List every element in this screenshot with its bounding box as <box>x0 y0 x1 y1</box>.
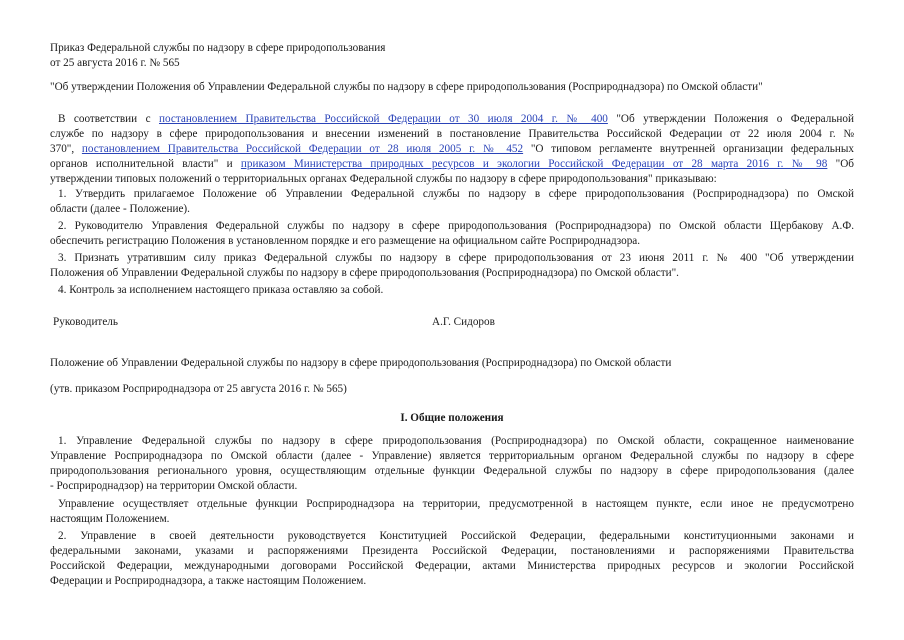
order-date-line: от 25 августа 2016 г. № 565 <box>50 57 180 69</box>
para-1-line-1: 1. Управление Федеральной службы по надзору в сфере природопользования (Росприроднадзора) по Омской области, сокращенное наименование <box>58 435 854 447</box>
link-government-decree-452[interactable]: постановлением Правительства Российской Федерации от 28 июля 2005 г. № 452 <box>81 143 524 155</box>
appendix-approval-note: (утв. приказом Росприроднадзора от 25 августа 2016 г. № 565) <box>50 383 347 395</box>
preamble-text: органов исполнительной власти" и <box>50 158 241 170</box>
para-3-line-3: Российской Федерации, международными договорами Российской Федерации, актами Министерства природных ресурсов и экологии Российской <box>50 560 854 572</box>
para-2-line-1: Управление осуществляет отдельные функции Росприроднадзора на территории, предусмотренной в настоящем пункте, если иное не предусмотрено <box>58 498 854 510</box>
preamble-line-4 <box>50 157 854 172</box>
preamble-line-2: службе по надзору в сфере природопользования и внесении изменений в постановление Правительства Российской Федерации от 22 июля 2004 г. № <box>50 128 854 140</box>
para-3-line-1: 2. Управление в своей деятельности руководствуется Конституцией Российской Федерации, федеральными конституционными законами и <box>58 530 854 542</box>
item-2-line-2: обеспечить регистрацию Положения в установленном порядке и его размещение на официальном сайте Росприроднадзора. <box>50 235 641 247</box>
link-government-decree-400[interactable]: постановлением Правительства Российской Федерации от 30 июля 2004 г. № 400 <box>159 113 608 125</box>
preamble-line-3 <box>50 142 854 157</box>
appendix-title: Положение об Управлении Федеральной службы по надзору в сфере природопользования (Росприроднадзора) по Омской области <box>50 357 672 369</box>
preamble-text: "Об <box>827 158 854 170</box>
preamble-text: В соответствии с <box>58 113 159 125</box>
signature-name: А.Г. Сидоров <box>432 316 495 328</box>
preamble-text: 370", <box>50 143 82 155</box>
preamble-text: "Об утверждении Положения о Федеральной <box>607 113 854 125</box>
para-2-line-2: настоящим Положением. <box>50 513 170 525</box>
para-1-line-2: Управление Росприроднадзора по Омской области (далее - Управление) является территориальным органом Федеральной службы по надзору в сфере <box>50 450 854 462</box>
order-issuer-line: Приказ Федеральной службы по надзору в сфере природопользования <box>50 42 386 54</box>
item-3-line-2: Положения об Управлении Федеральной службы по надзору в сфере природопользования (Росприроднадзора) по Омской области". <box>50 267 679 279</box>
item-1-line-2: области (далее - Положение). <box>50 203 190 215</box>
item-4: 4. Контроль за исполнением настоящего приказа оставляю за собой. <box>58 284 384 296</box>
para-3-line-2: федеральными законами, указами и распоряжениями Президента Российской Федерации, постановлениями и распоряжениями Правительства <box>50 545 854 557</box>
signature-role: Руководитель <box>53 316 118 328</box>
link-ministry-order-98[interactable]: приказом Министерства природных ресурсов и экологии Российской Федерации от 28 марта 2016 г. № 98 <box>240 158 828 170</box>
item-3-line-1: 3. Признать утратившим силу приказ Федеральной службы по надзору в сфере природопользования от 23 июня 2011 г. № 400 "Об утверждении <box>58 252 854 264</box>
para-1-line-4: - Росприроднадзор) на территории Омской области. <box>50 480 298 492</box>
para-3-line-4: Федерации и Росприроднадзора, а также настоящим Положением. <box>50 575 367 587</box>
order-title: "Об утверждении Положения об Управлении Федеральной службы по надзору в сфере природопользования (Росприроднадзора) по Омской области" <box>50 81 763 93</box>
preamble-line-1 <box>58 112 854 127</box>
para-1-line-3: природопользования регионального уровня, осуществляющим отдельные функции Федеральной службы по надзору в сфере природопользования (далее <box>50 465 854 477</box>
preamble-line-5: утверждении типовых положений о территориальных органах Федеральной службы по надзору в сфере природопользования" приказываю: <box>50 173 717 185</box>
section-heading: I. Общие положения <box>400 412 504 424</box>
item-1-line-1: 1. Утвердить прилагаемое Положение об Управлении Федеральной службы по надзору в сфере природопользования (Росприроднадзора) по Омской <box>58 188 854 200</box>
preamble-text: "О типовом регламенте внутренней организации федеральных <box>523 143 854 155</box>
item-2-line-1: 2. Руководителю Управления Федеральной службы по надзору в сфере природопользования (Росприроднадзора) по Омской области Щербакову А.Ф. <box>58 220 854 232</box>
